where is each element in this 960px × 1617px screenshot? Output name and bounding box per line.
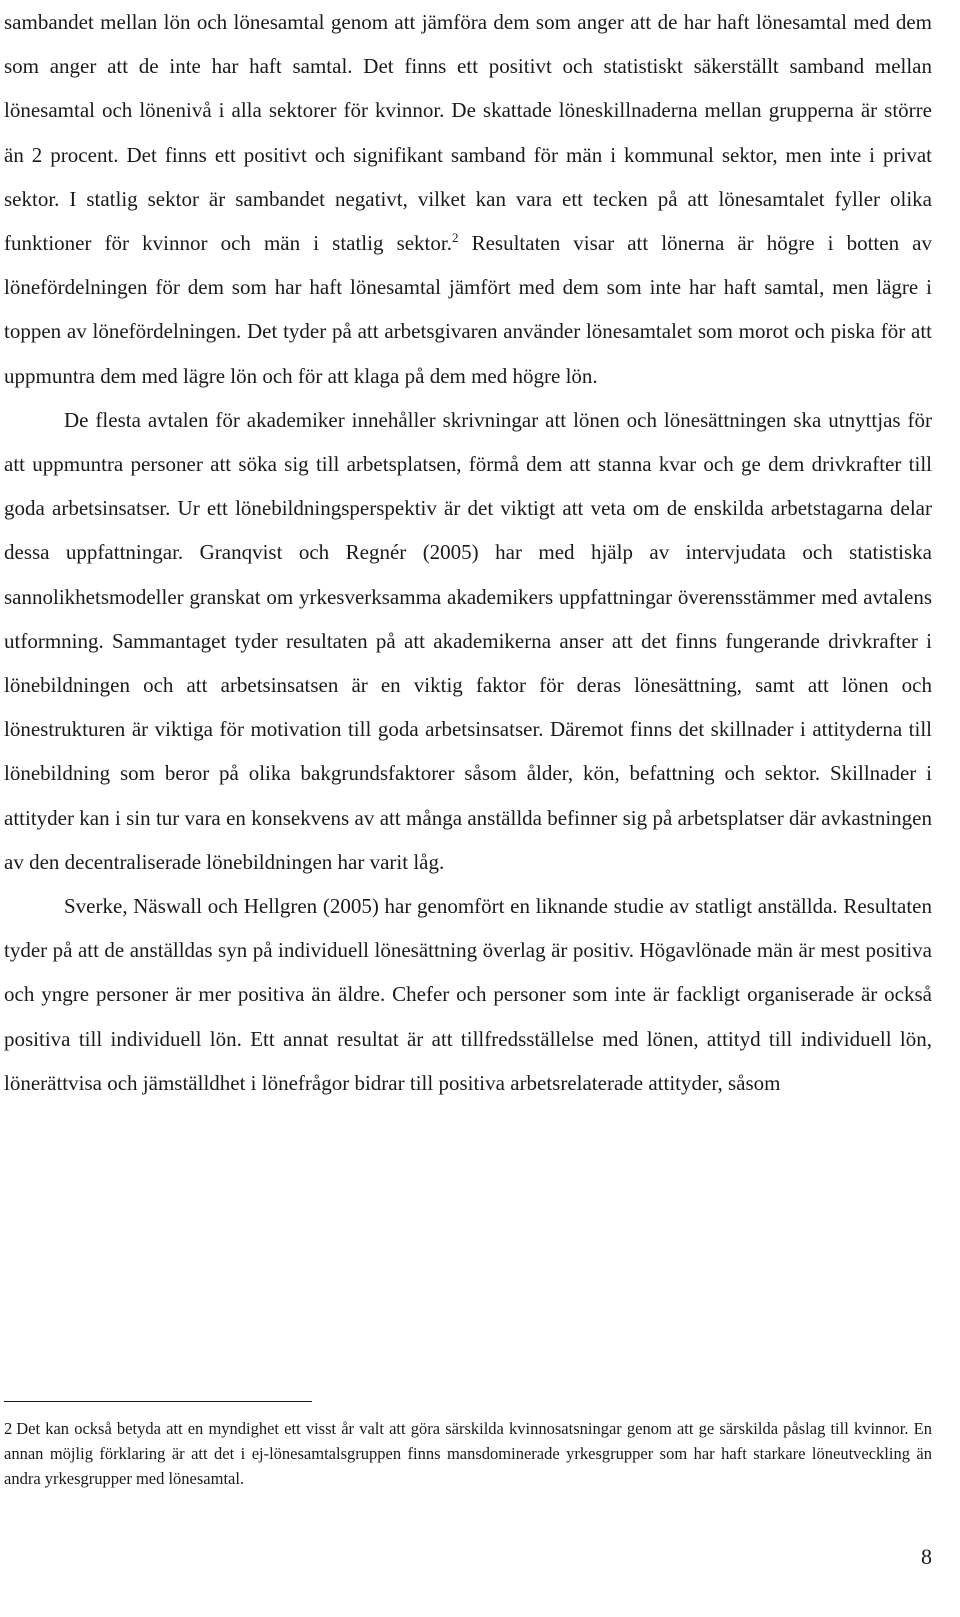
body-text <box>4 0 932 1105</box>
paragraph-1-text-end: Resultaten visar att lönerna är högre i botten av lönefördelningen för dem som har haft lönesamtal jämfört med dem som inte har haft samtal, men lägre i toppen av lönefördelningen. Det tyder på att arbetsgivaren använder lönesamtalet som morot och piska för att uppmuntra dem med lägre lön och för att klaga på dem med högre lön. <box>4 231 932 388</box>
footnote-mark: 2 <box>4 1419 13 1438</box>
paragraph-3 <box>4 884 932 1105</box>
paragraph-2 <box>4 398 932 884</box>
page-number: 8 <box>921 1544 932 1569</box>
footnote-reference[interactable]: 2 <box>451 230 459 246</box>
paragraph-1 <box>4 0 932 398</box>
footnote-text: Det kan också betyda att en myndighet ett visst år valt att göra särskilda kvinnosatsningar genom att ge särskilda påslag till kvinnor. En annan möjlig förklaring är att det i ej-lönesamtalsgruppen finns mansdominerade yrkesgrupper som har haft starkare löneutveckling än andra yrkesgrupper med lönesamtal. <box>4 1419 932 1488</box>
paragraph-1-text-start: sambandet mellan lön och lönesamtal genom att jämföra dem som anger att de har haft lönesamtal med dem som anger att de inte har haft samtal. Det finns ett positivt och statistiskt säkerställt samband mellan lönesamtal och lönenivå i alla sektorer för kvinnor. De skattade löneskillnaderna mellan grupperna är större än 2 procent. Det finns ett positivt och signifikant samband för män i kommunal sektor, men inte i privat sektor. I statlig sektor är sambandet negativt, vilket kan vara ett tecken på att lönesamtalet fyller olika funktioner för kvinnor och män i statlig sektor. <box>4 10 932 256</box>
paragraph-3-text: Sverke, Näswall och Hellgren (2005) har genomfört en liknande studie av statligt anställda. Resultaten tyder på att de anställdas syn på individuell lönesättning överlag är positiv. Högavlönade män är mest positiva och yngre personer är mer positiva än äldre. Chefer och personer som inte är fackligt organiserade är också positiva till individuell lön. Ett annat resultat är att tillfredsställelse med lönen, attityd till individuell lön, lönerättvisa och jämställdhet i lönefrågor bidrar till positiva arbetsrelaterade attityder, såsom <box>4 894 932 1095</box>
footnote <box>4 1416 932 1491</box>
footnote-separator <box>4 1401 312 1402</box>
paragraph-2-text: De flesta avtalen för akademiker innehåller skrivningar att lönen och lönesättningen ska utnyttjas för att uppmuntra personer att söka sig till arbetsplatsen, förmå dem att stanna kvar och ge dem drivkrafter till goda arbetsinsatser. Ur ett lönebildningsperspektiv är det viktigt att veta om de enskilda arbetstagarna delar dessa uppfattningar. Granqvist och Regnér (2005) har med hjälp av intervjudata och statistiska sannolikhetsmodeller granskat om yrkesverksamma akademikers uppfattningar överensstämmer med avtalens utformning. Sammantaget tyder resultaten på att akademikerna anser att det finns fungerande drivkrafter i lönebildningen och att arbetsinsatsen är en viktig faktor för deras lönesättning, samt att lönen och lönestrukturen är viktiga för motivation till goda arbetsinsatser. Däremot finns det skillnader i attityderna till lönebildning som beror på olika bakgrundsfaktorer såsom ålder, kön, befattning och sektor. Skillnader i attityder kan i sin tur vara en konsekvens av att många anställda befinner sig på arbetsplatser där avkastningen av den decentraliserade lönebildningen har varit låg. <box>4 407 932 874</box>
